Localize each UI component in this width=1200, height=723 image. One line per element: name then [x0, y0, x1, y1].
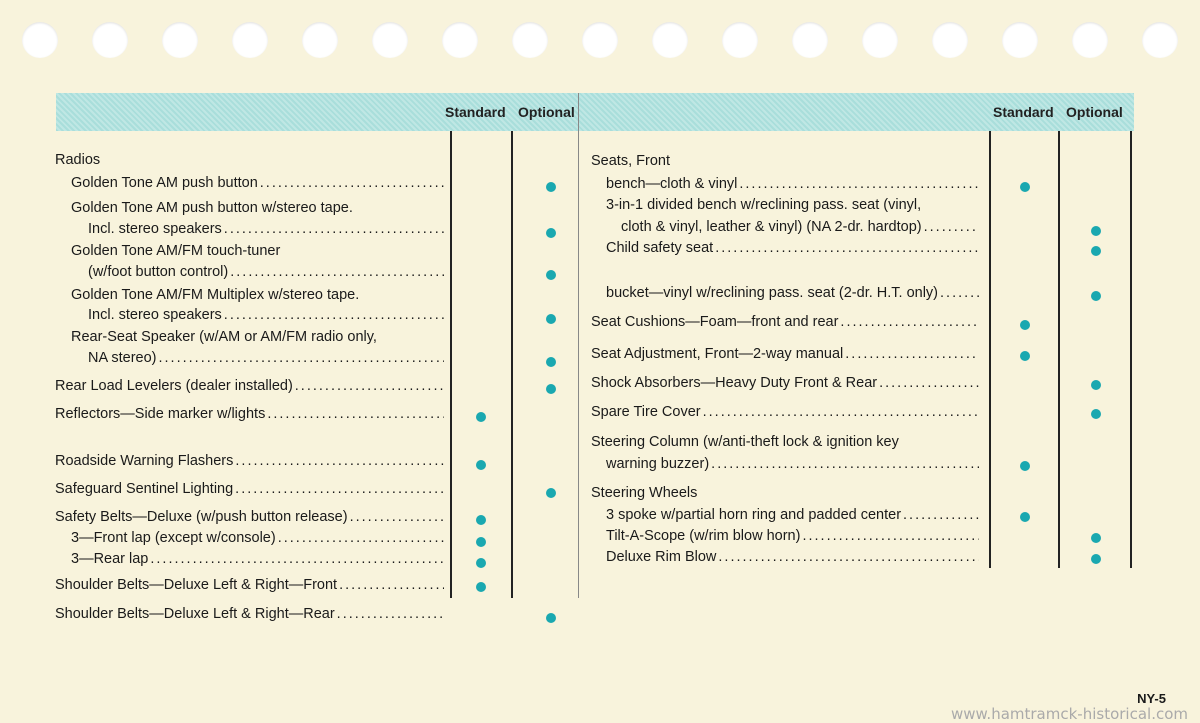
binder-hole	[512, 22, 548, 58]
list-item: Shock Absorbers—Heavy Duty Front & Rear .....	[591, 375, 979, 392]
binder-hole	[582, 22, 618, 58]
rule-right-edge	[1130, 131, 1132, 568]
list-item: 3—Front lap (except w/console) .....	[71, 530, 444, 547]
binder-hole	[1072, 22, 1108, 58]
standard-dot	[1020, 512, 1030, 522]
list-item: Golden Tone AM/FM Multiplex w/stereo tape.	[71, 287, 360, 303]
list-item: bench—cloth & vinyl .....	[606, 176, 979, 193]
list-item: Steering Column (w/anti-theft lock & ignition key	[591, 434, 899, 450]
list-item-cont: NA stereo) .....	[88, 350, 444, 367]
binder-hole	[792, 22, 828, 58]
binder-hole	[1142, 22, 1178, 58]
column-separator	[578, 93, 579, 598]
optional-dot	[546, 384, 556, 394]
binder-hole	[92, 22, 128, 58]
standard-dot	[476, 558, 486, 568]
binder-hole	[162, 22, 198, 58]
list-item: Child safety seat .....	[606, 240, 979, 257]
optional-dot	[1091, 380, 1101, 390]
rule-left-optional	[511, 131, 513, 598]
list-item-cont: warning buzzer) .....	[606, 456, 979, 473]
rule-right-optional	[1058, 131, 1060, 568]
list-item: bucket—vinyl w/reclining pass. seat (2-dr. H.T. only) .....	[606, 285, 979, 302]
binder-hole	[232, 22, 268, 58]
list-item-cont: cloth & vinyl, leather & vinyl) (NA 2-dr. hardtop) .....	[621, 219, 979, 236]
table-header-band	[56, 93, 1134, 131]
optional-dot	[546, 182, 556, 192]
optional-dot	[546, 357, 556, 367]
list-item: Rear-Seat Speaker (w/AM or AM/FM radio only,	[71, 329, 377, 345]
binder-holes	[0, 0, 1200, 70]
optional-dot	[1091, 291, 1101, 301]
section-seats-front: Seats, Front	[591, 153, 670, 169]
optional-dot	[546, 314, 556, 324]
standard-dot	[1020, 182, 1030, 192]
list-item: Safety Belts—Deluxe (w/push button release) .....	[55, 509, 444, 526]
list-item-cont: (w/foot button control) .....	[88, 264, 444, 281]
binder-hole	[1002, 22, 1038, 58]
list-item: 3—Rear lap .....	[71, 551, 444, 568]
list-item: Golden Tone AM/FM touch-tuner	[71, 243, 281, 259]
header-standard-right: Standard	[993, 104, 1054, 120]
list-item: Seat Adjustment, Front—2-way manual .....	[591, 346, 979, 363]
optional-dot	[1091, 409, 1101, 419]
list-item: Golden Tone AM push button .....	[71, 175, 444, 192]
header-optional-left: Optional	[518, 104, 575, 120]
standard-dot	[1020, 351, 1030, 361]
binder-hole	[722, 22, 758, 58]
optional-dot	[1091, 246, 1101, 256]
list-item: Deluxe Rim Blow .....	[606, 549, 979, 566]
list-item-cont: Incl. stereo speakers .....	[88, 221, 444, 238]
binder-hole	[372, 22, 408, 58]
rule-left-standard	[450, 131, 452, 598]
list-item: Shoulder Belts—Deluxe Left & Right—Rear .....	[55, 606, 444, 623]
standard-dot	[476, 460, 486, 470]
binder-hole	[652, 22, 688, 58]
list-item: Tilt-A-Scope (w/rim blow horn) .....	[606, 528, 979, 545]
section-steering-wheels: Steering Wheels	[591, 485, 698, 501]
optional-dot	[546, 488, 556, 498]
optional-dot	[546, 270, 556, 280]
standard-dot	[476, 582, 486, 592]
list-item: Reflectors—Side marker w/lights .....	[55, 406, 444, 423]
list-item: 3-in-1 divided bench w/reclining pass. seat (vinyl,	[606, 197, 922, 213]
optional-dot	[1091, 226, 1101, 236]
header-standard-left: Standard	[445, 104, 506, 120]
binder-hole	[862, 22, 898, 58]
rule-right-standard	[989, 131, 991, 568]
list-item: Rear Load Levelers (dealer installed) .....	[55, 378, 444, 395]
binder-hole	[302, 22, 338, 58]
list-item: Safeguard Sentinel Lighting .....	[55, 481, 444, 498]
optional-dot	[1091, 533, 1101, 543]
optional-dot	[546, 613, 556, 623]
standard-dot	[476, 412, 486, 422]
standard-dot	[476, 515, 486, 525]
header-optional-right: Optional	[1066, 104, 1123, 120]
standard-dot	[476, 537, 486, 547]
optional-dot	[1091, 554, 1101, 564]
list-item: Spare Tire Cover .....	[591, 404, 979, 421]
list-item: Seat Cushions—Foam—front and rear .....	[591, 314, 979, 331]
binder-hole	[22, 22, 58, 58]
list-item: Roadside Warning Flashers .....	[55, 453, 444, 470]
optional-dot	[546, 228, 556, 238]
page-number: NY-5	[1137, 691, 1166, 706]
section-radios: Radios	[55, 152, 101, 168]
watermark: www.hamtramck-historical.com	[951, 705, 1188, 723]
list-item: Golden Tone AM push button w/stereo tape.	[71, 200, 353, 216]
list-item-cont: Incl. stereo speakers .....	[88, 307, 444, 324]
standard-dot	[1020, 320, 1030, 330]
binder-hole	[442, 22, 478, 58]
standard-dot	[1020, 461, 1030, 471]
list-item: Shoulder Belts—Deluxe Left & Right—Front .....	[55, 577, 444, 594]
list-item: 3 spoke w/partial horn ring and padded center .....	[606, 507, 979, 524]
binder-hole	[932, 22, 968, 58]
